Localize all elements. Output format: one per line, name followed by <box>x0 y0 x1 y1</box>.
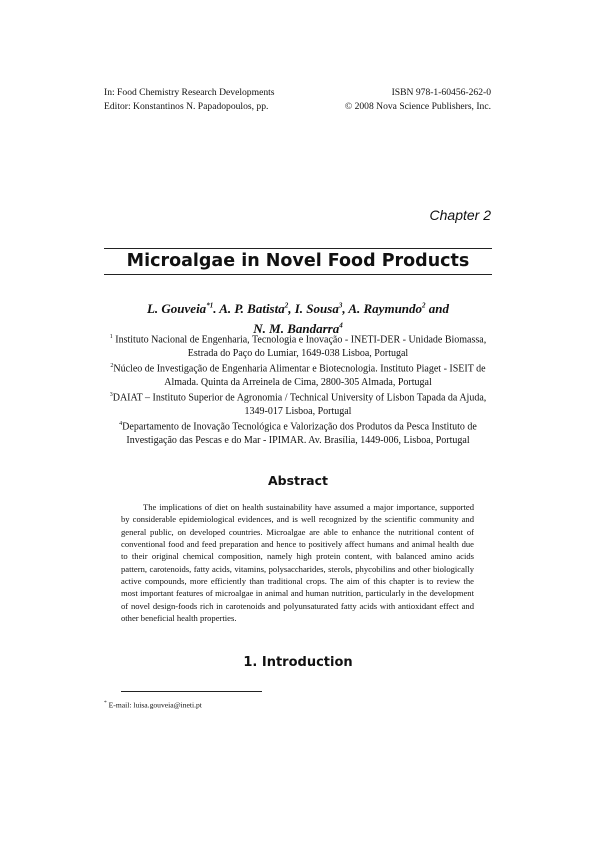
section-heading-introduction: 1. Introduction <box>243 655 353 670</box>
footnote-rule <box>121 691 262 692</box>
chapter-label: Chapter 2 <box>429 207 491 223</box>
abstract-heading: Abstract <box>267 473 329 488</box>
author: I. Sousa$^3$, <box>294 301 349 317</box>
author: A. Raymundo$^2$ and <box>348 301 450 317</box>
header-right <box>345 86 491 113</box>
author: L. Gouveia$^{*1}$. <box>146 301 220 317</box>
author: A. P. Batista$^2$, <box>219 301 295 317</box>
isbn-line: ISBN 978-1-60456-262-0 <box>391 87 491 98</box>
footnote <box>104 700 202 710</box>
affiliation: $^2$Núcleo de Investigação de Engenharia Alimentar e Biotecnologia. Instituto Piaget - ISEIT de Almada. Quinta da Arreinela de Cima, 2800-305 Almada, Portugal <box>110 363 486 388</box>
title-rule-bottom <box>104 274 492 275</box>
page-title: Microalgae in Novel Food Products <box>126 251 470 271</box>
editor-line: Editor: Konstantinos N. Papadopoulos, pp. <box>104 100 269 112</box>
abstract-body: The implications of diet on health sustainability have assumed a major importance, supported by considerable epidemiological evidences, and is well recognized by the scientific community and general public, on developed countries. Microalgae are able to enhance the nutritional content of conventional food and feed preparation and hence to positively affect humans and animal health due to their original chemical composition, namely high protein content, with balanced amino acids pattern, carotenoids, fatty acids, vitamins, polysaccharides, sterols, phycobilins and other biologically active compounds, more efficiently than traditional crops. The aim of this chapter is to review the most important features of microalgae in animal and human nutrition, particularly in the development of novel design-foods rich in carotenoids and polyunsaturated fatty acids with antioxidant effect and other beneficial health properties. <box>121 502 474 624</box>
footnote-mark: * <box>104 700 107 706</box>
footnote-email: E-mail: luisa.gouveia@ineti.pt <box>108 700 202 710</box>
affiliation: $^4$Departamento de Inovação Tecnológica e Valorização dos Produtos da Pesca Instituto de Investigação das Pescas e do Mar - IPIMAR. Av. Brasília, 1449-006, Lisboa, Portugal <box>119 421 477 447</box>
header-left <box>104 86 275 113</box>
title-rule-top <box>104 248 492 249</box>
author: N. M. Bandarra$^4$ <box>253 320 343 336</box>
affiliation-list <box>104 331 492 448</box>
affiliation: $^1$ Instituto Nacional de Engenharia, Tecnologia e Inovação - INETI-DER - Unidade Biomassa, Estrada do Paço do Lumiar, 1649-038 Lisboa, Portugal <box>109 334 487 359</box>
copyright-line: © 2008 Nova Science Publishers, Inc. <box>344 100 491 112</box>
affiliation: $^3$DAIAT – Instituto Superior de Agronomia / Technical University of Lisbon Tapada da Ajuda, 1349-017 Lisboa, Portugal <box>109 392 487 418</box>
book-title-line: In: Food Chemistry Research Developments <box>104 87 275 98</box>
